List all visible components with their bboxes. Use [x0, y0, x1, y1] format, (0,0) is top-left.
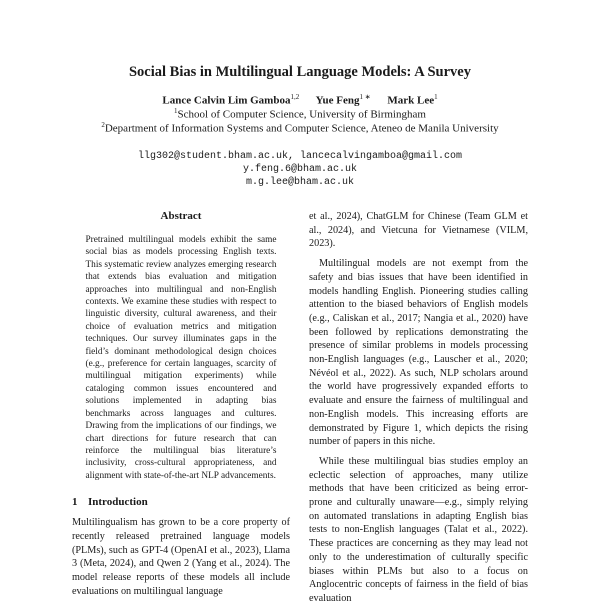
- author-name: Lance Calvin Lim Gamboa: [162, 94, 291, 107]
- left-column: [72, 210, 290, 598]
- affiliation-text: School of Computer Science, University of Birmingham: [177, 108, 426, 121]
- author-name: Yue Feng: [315, 94, 360, 107]
- author-name: Mark Lee: [387, 94, 435, 107]
- body-paragraph: While these multilingual bias studies employ an eclectic selection of approaches, many utilize methods that have been criticized as being error-prone and culturally unaware—e.g., simply relying on automated translations in adapting English bias tests to non-English languages (Talat et al., 2022). These practices are concerning as they may lead not only to the underestimation of culturally specific biases within PLMs but also to a focus on Anglocentric concepts of fairness in the field of bias evaluation: [309, 455, 528, 604]
- paper-title: Social Bias in Multilingual Language Models: A Survey: [128, 64, 471, 80]
- right-column: [309, 210, 528, 606]
- affiliation-text: Department of Information Systems and Computer Science, Ateneo de Manila University: [104, 122, 499, 135]
- author-affiliation-marker: 1: [434, 93, 438, 101]
- author-list: [0, 93, 600, 107]
- email-line: m.g.lee@bham.ac.uk: [245, 177, 355, 188]
- abstract-text: Pretrained multilingual models exhibit the same social bias as models processing English texts. This systematic review analyzes emerging research that extends bias evaluation and mitigation approaches into multilingual and non-English contexts. We examine these studies with respect to linguistic diversity, cultural awareness, and their choice of evaluation metrics and mitigation techniques. Our survey illuminates gaps in the field’s dominant methodological design choices (e.g., preference for certain languages, scarcity of multilingual mitigation experiments) while cataloging common issues encountered and solutions implemented in adapting bias benchmarks across languages and cultures. Drawing from the implications of our findings, we chart directions for future research that can reinforce the multilingual bias literature’s inclusivity, cross-cultural appropriateness, and alignment with state-of-the-art NLP advancements.: [85, 235, 277, 481]
- affiliation-marker: 1: [174, 107, 178, 115]
- affiliation: [0, 121, 600, 135]
- section-number: 1: [72, 496, 78, 509]
- author-emails: [0, 150, 600, 189]
- author-affiliation-marker: 1,2: [290, 93, 300, 101]
- section-title: Introduction: [88, 496, 148, 509]
- email-line: y.feng.6@bham.ac.uk: [242, 164, 358, 175]
- affiliation-marker: 2: [101, 121, 105, 129]
- section-heading: [72, 496, 290, 508]
- author-affiliation-marker: 1 ∗: [359, 93, 371, 101]
- body-paragraph: Multilingual models are not exempt from the safety and bias issues that have been identified in models handling English. Pioneering studies calling attention to the biased behaviors of English models (e.g., Caliskan et al., 2017; Nangia et al., 2020) have been followed by replications demonstrating the presence of similar problems in models processing non-English languages (e.g., Lauscher et al., 2020; Névéol et al., 2022). As such, NLP scholars around the world have progressively expanded efforts to evaluate and ensure the fairness of multilingual and non-English models. This increasing efforts are demonstrated by Figure 1, which depicts the rising number of papers in this niche.: [309, 258, 528, 448]
- affiliation: [0, 107, 600, 121]
- body-paragraph: Multilingualism has grown to be a core property of recently released pretrained language models (PLMs), such as GPT-4 (OpenAI et al., 2023), Llama 3 (Meta, 2024), and Qwen 2 (Yang et al., 2024). The model release reports of these models all include evaluations on multilingual language: [72, 517, 290, 597]
- body-paragraph: et al., 2024), ChatGLM for Chinese (Team GLM et al., 2024), and Vietcuna for Vietnamese (VILM, 2023).: [309, 211, 528, 250]
- abstract-heading: Abstract: [160, 210, 202, 222]
- email-line: llg302@student.bham.ac.uk, lancecalvingamboa@gmail.com: [137, 151, 463, 162]
